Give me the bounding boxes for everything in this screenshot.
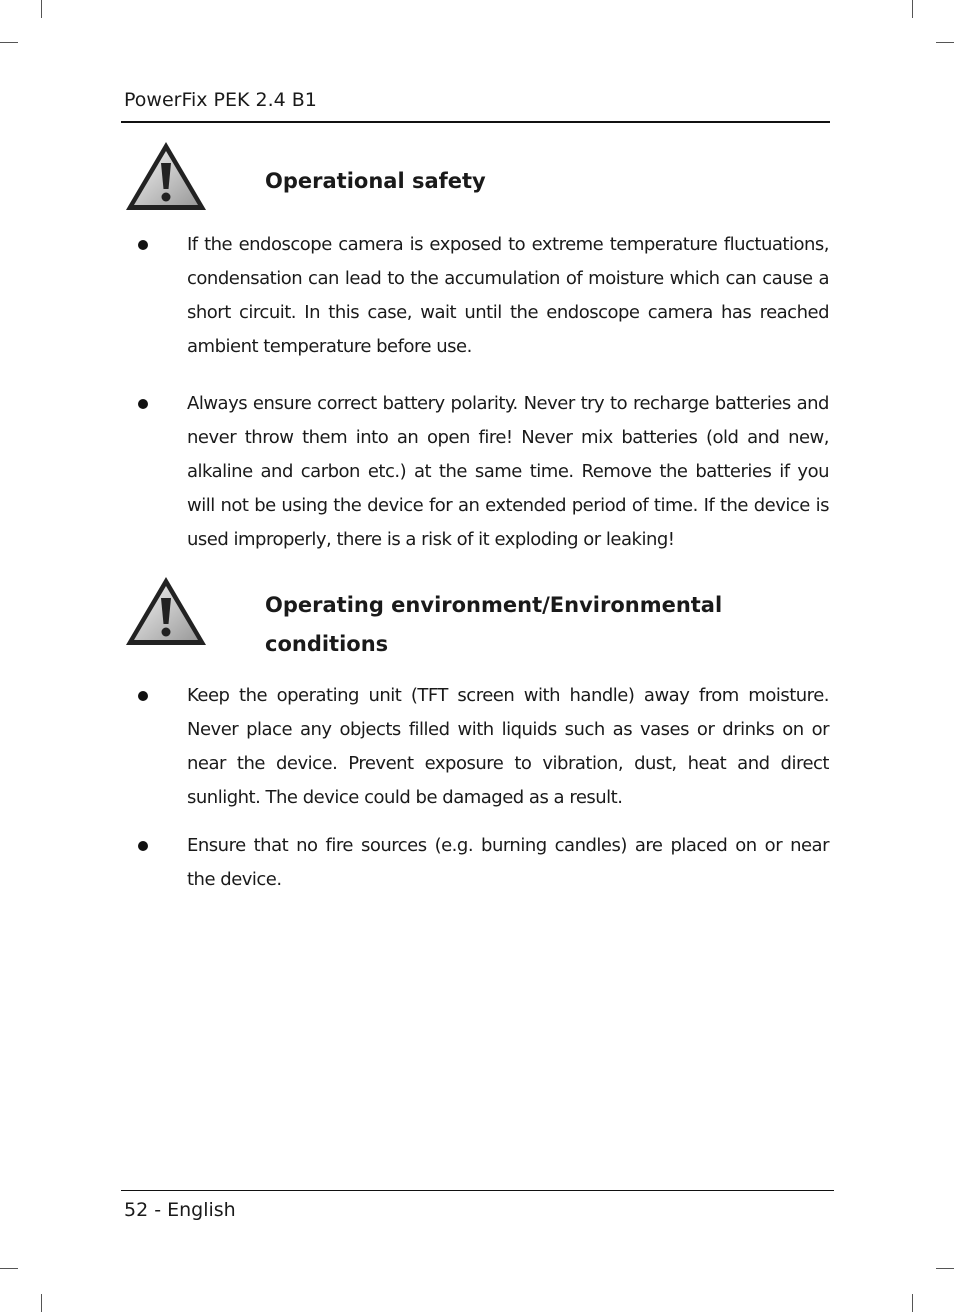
running-header: PowerFix PEK 2.4 B1 <box>124 89 317 111</box>
list-item: Keep the operating unit (TFT screen with handle) away from moisture. Never place any objects filled with liquids such as vases or drinks on or near the device. Prevent exposure to vibration, dust, heat and direct sunlight. The device could be damaged as a result. <box>187 685 829 808</box>
list-item: Always ensure correct battery polarity. Never try to recharge batteries and never throw them into an open fire! Never mix batteries (old and new, alkaline and carbon etc.) at the same time. Remove the batteries if you will not be using the device for an extended period of time. If the device is used improperly, there is a risk of it exploding or leaking! <box>187 393 829 550</box>
crop-mark <box>936 42 954 43</box>
page-number: 52 - English <box>124 1199 236 1221</box>
section-title-operational-safety: Operational safety <box>265 169 486 193</box>
warning-triangle-icon <box>123 574 209 648</box>
crop-mark <box>912 0 913 18</box>
crop-mark <box>936 1268 954 1269</box>
crop-mark <box>41 0 42 18</box>
crop-mark <box>912 1294 913 1312</box>
bullet-marker <box>138 240 148 250</box>
footer-divider <box>121 1190 834 1191</box>
warning-triangle-icon <box>123 139 209 213</box>
header-divider <box>121 121 830 123</box>
bullet-marker <box>138 691 148 701</box>
section-title-operating-environment: Operating environment/Environmental conditions <box>265 593 723 656</box>
crop-mark <box>0 42 18 43</box>
bullet-marker <box>138 399 148 409</box>
list-item: Ensure that no fire sources (e.g. burning candles) are placed on or near the device. <box>187 835 829 890</box>
crop-mark <box>0 1268 18 1269</box>
bullet-marker <box>138 841 148 851</box>
list-item: If the endoscope camera is exposed to extreme temperature fluctuations, condensation can lead to the accumulation of moisture which can cause a short circuit. In this case, wait until the endoscope camera has reached ambient temperature before use. <box>187 234 829 357</box>
crop-mark <box>41 1294 42 1312</box>
